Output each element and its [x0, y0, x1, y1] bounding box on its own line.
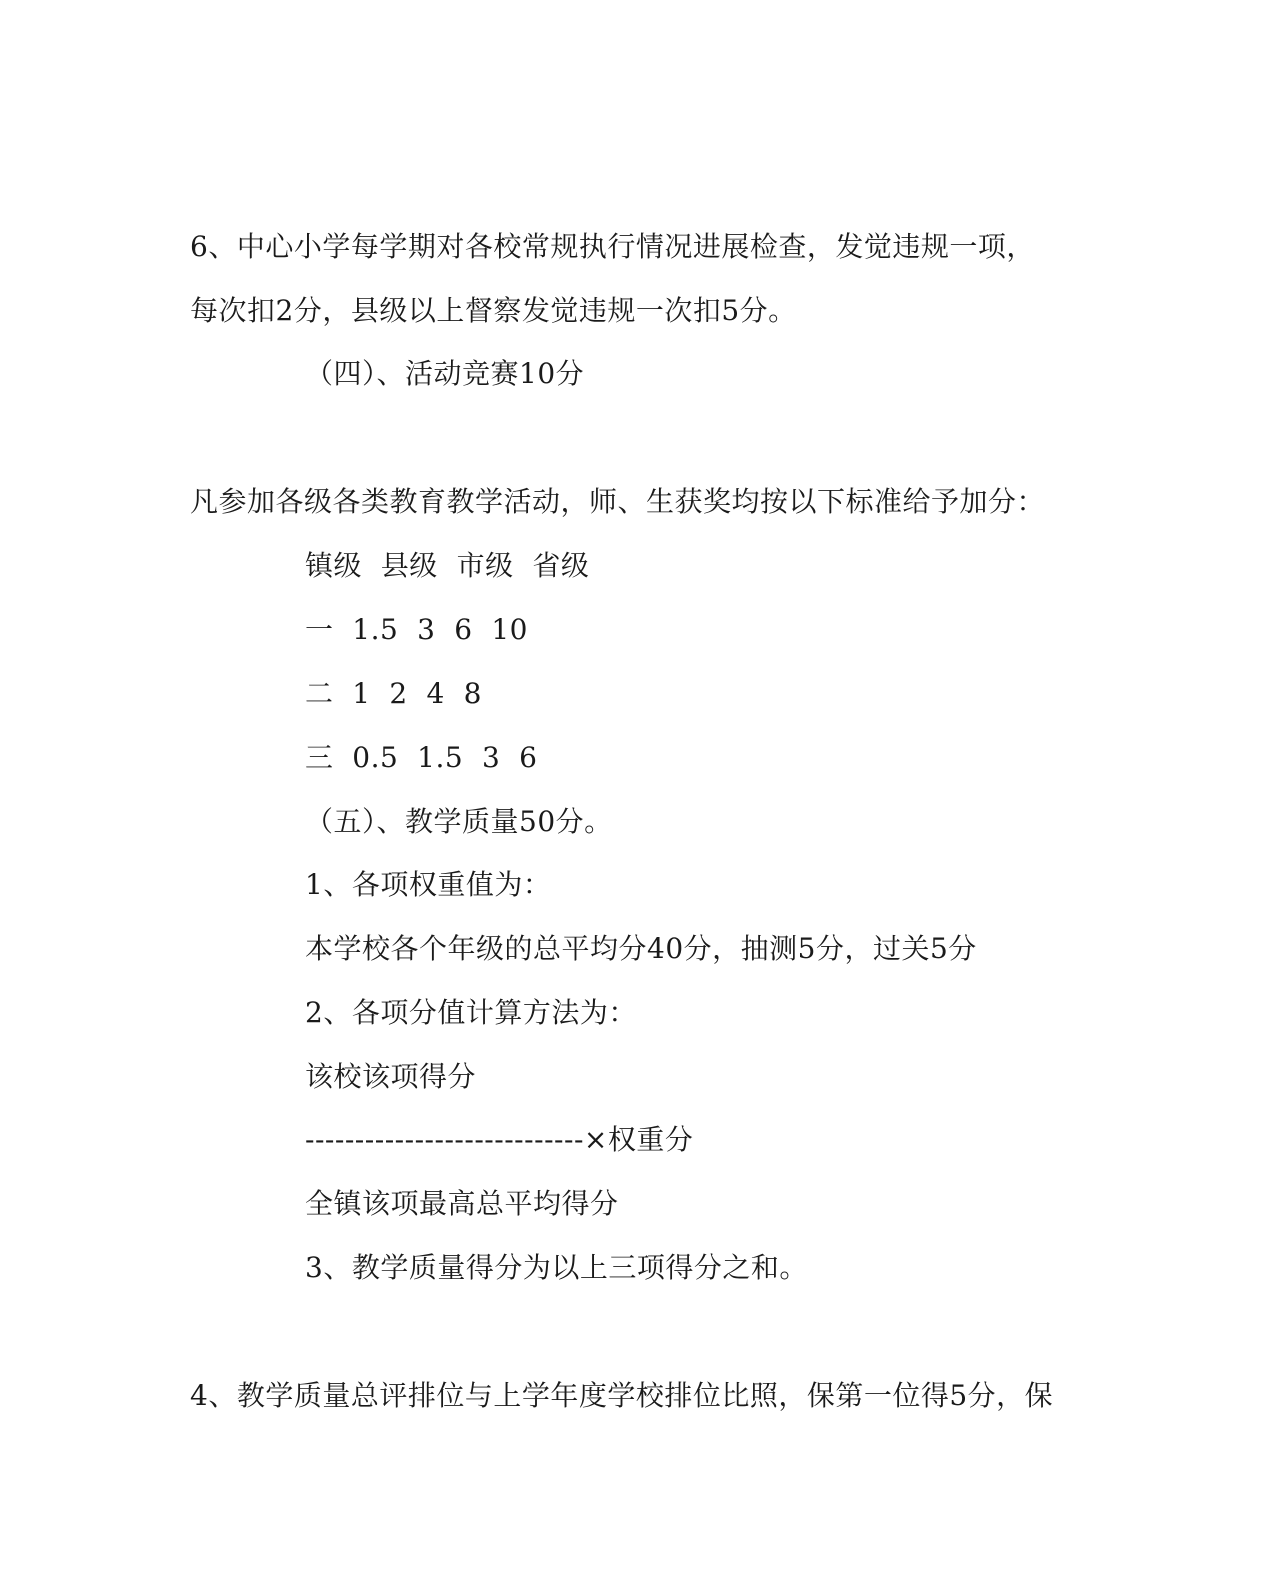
- section-heading-5: （五）、教学质量50分。: [305, 805, 613, 838]
- item-1-heading: 1、各项权重值为：: [305, 868, 552, 901]
- formula-numerator: 该校该项得分: [305, 1060, 477, 1093]
- score-table-row-first: 一 1.5 3 6 10: [305, 613, 528, 646]
- paragraph-rule-6: 6、中心小学每学期对各校常规执行情况进展检查，发觉违规一项，: [190, 230, 1035, 263]
- score-table-row-third: 三 0.5 1.5 3 6: [305, 741, 538, 774]
- item-1-detail: 本学校各个年级的总平均分40分，抽测5分，过关5分: [305, 932, 977, 965]
- item-3-text: 3、教学质量得分为以上三项得分之和。: [305, 1251, 808, 1284]
- formula-fraction-line: ----------------------------×权重分: [305, 1123, 694, 1156]
- formula-denominator: 全镇该项最高总平均得分: [305, 1187, 619, 1220]
- paragraph-rule-6-continued: 每次扣2分，县级以上督察发觉违规一次扣5分。: [190, 294, 797, 327]
- score-table-header: 镇级 县级 市级 省级: [305, 549, 590, 582]
- item-2-heading: 2、各项分值计算方法为：: [305, 996, 637, 1029]
- paragraph-rule-4: 4、教学质量总评排位与上学年度学校排位比照，保第一位得5分，保: [190, 1379, 1054, 1412]
- section-heading-4: （四）、活动竞赛10分: [305, 357, 585, 390]
- paragraph-competition-intro: 凡参加各级各类教育教学活动，师、生获奖均按以下标准给予加分：: [190, 485, 1046, 518]
- score-table-row-second: 二 1 2 4 8: [305, 677, 482, 710]
